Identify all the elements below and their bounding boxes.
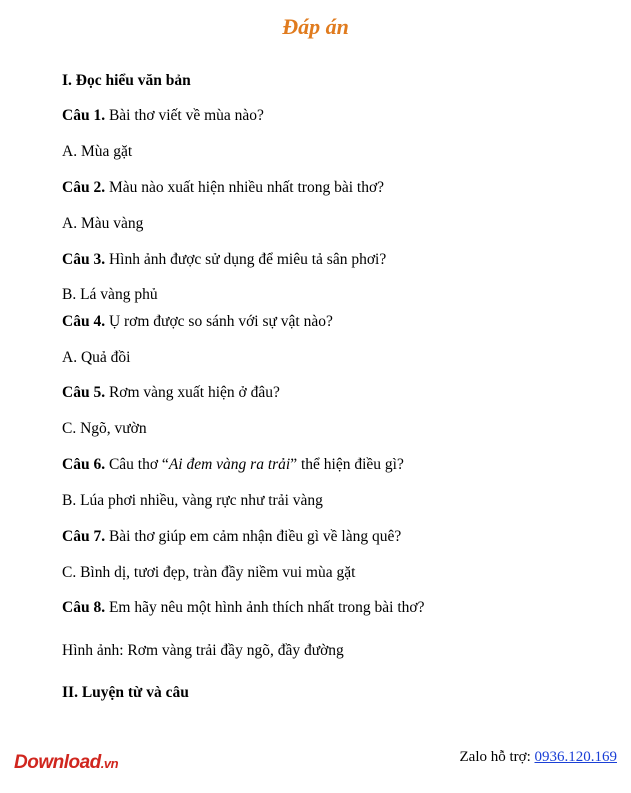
logo-tld: .vn [100, 756, 119, 771]
section-heading-reading: I. Đọc hiểu văn bản [62, 72, 191, 89]
question-label: Câu 1. [62, 107, 106, 124]
question-7 [62, 527, 401, 547]
answer-5: C. Ngõ, vườn [62, 420, 147, 437]
support-phone-link[interactable]: 0936.120.169 [534, 749, 617, 765]
zalo-support [460, 749, 618, 766]
question-text: Rơm vàng xuất hiện ở đâu? [105, 384, 280, 401]
download-logo[interactable] [14, 752, 118, 774]
question-text: Hình ảnh được sử dụng để miêu tả sân phơi? [105, 251, 387, 268]
question-label: Câu 8. [62, 599, 106, 616]
question-4 [62, 312, 333, 332]
answer-4: A. Quả đồi [62, 349, 131, 366]
answer-3: B. Lá vàng phủ [62, 286, 158, 303]
answer-7: C. Bình dị, tươi đẹp, tràn đầy niềm vui mùa gặt [62, 564, 356, 581]
question-label: Câu 5. [62, 384, 106, 401]
logo-text: Download [14, 752, 101, 773]
answer-8: Hình ảnh: Rơm vàng trải đầy ngõ, đầy đường [62, 642, 344, 659]
question-label: Câu 3. [62, 251, 106, 268]
question-text: Ụ rơm được so sánh với sự vật nào? [105, 313, 333, 330]
answer-2: A. Màu vàng [62, 215, 144, 232]
answer-6: B. Lúa phơi nhiều, vàng rực như trải vàng [62, 492, 323, 509]
question-label: Câu 6. [62, 456, 106, 473]
question-6 [62, 455, 404, 475]
question-text: Em hãy nêu một hình ảnh thích nhất trong bài thơ? [105, 599, 425, 616]
answer-1: A. Mùa gặt [62, 143, 133, 160]
quoted-verse: Ai đem vàng ra trải [168, 456, 291, 473]
question-label: Câu 7. [62, 528, 106, 545]
question-text: Bài thơ giúp em cảm nhận điều gì về làng quê? [105, 528, 402, 545]
question-8 [62, 598, 425, 618]
question-5 [62, 383, 280, 403]
question-text: Bài thơ viết về mùa nào? [105, 107, 264, 124]
question-3 [62, 250, 386, 270]
question-2 [62, 178, 384, 198]
question-text-after: ” thể hiện điều gì? [290, 456, 404, 473]
question-label: Câu 2. [62, 179, 106, 196]
page-title: Đáp án [282, 14, 349, 39]
question-text-before: Câu thơ “ [105, 456, 169, 473]
section-heading-vocabulary: II. Luyện từ và câu [62, 684, 189, 701]
support-label: Zalo hỗ trợ: [459, 749, 535, 765]
question-1 [62, 106, 264, 126]
question-text: Màu nào xuất hiện nhiều nhất trong bài thơ? [105, 179, 385, 196]
question-label: Câu 4. [62, 313, 106, 330]
